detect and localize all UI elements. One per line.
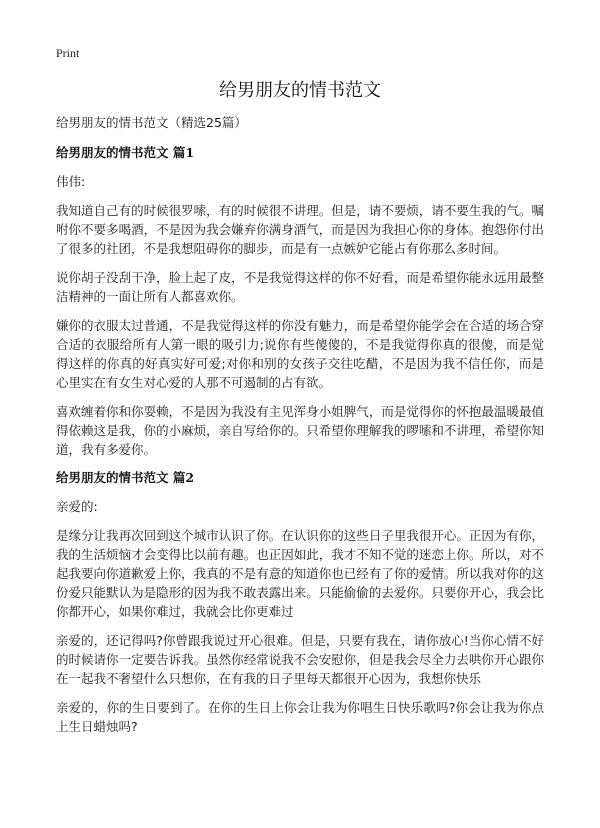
paragraph: 亲爱的，你的生日要到了。在你的生日上你会让我为你唱生日快乐歌吗?你会让我为你点上生日蜡烛吗?	[56, 700, 544, 734]
section-greeting-1: 伟伟:	[56, 174, 86, 189]
print-label: Print	[56, 46, 80, 60]
paragraph: 亲爱的，还记得吗?你曾跟我说过开心很难。但是，只要有我在，请你放心!当你心情不好的时候请你一定要告诉我。虽然你经常说我不会安慰你，但是我会尽全力去哄你开心跟你在一起我不奢望什么只想你，在有我的日子里每天都很开心因为，我想你快乐	[56, 633, 544, 686]
paragraph: 我知道自己有的时候很罗嗦，有的时候很不讲理。但是，请不要烦，请不要生我的气。嘱咐你不要多喝酒，不是因为我会嫌弃你满身酒气，而是因为我担心你的身体。抱怨你付出了很多的社团，不是我想阻碍你的脚步，而是有一点嫉妒它能占有你那么多时间。	[56, 203, 544, 256]
section-heading-1: 给男朋友的情书范文 篇1	[56, 145, 195, 160]
section-greeting-2: 亲爱的:	[56, 499, 98, 514]
paragraph: 说你胡子没刮干净，脸上起了皮，不是我觉得这样的你不好看，而是希望你能永远用最整洁精神的一面让所有人都喜欢你。	[56, 270, 544, 304]
paragraph: 嫌你的衣服太过普通，不是我觉得这样的你没有魅力，而是希望你能学会在合适的场合穿合适的衣服给所有人第一眼的吸引力;说你有些傻傻的，不是我觉得你真的很傻，而是觉得这样的你真的好真实好可爱;对你和别的女孩子交往吃醋，不是因为我不信任你，而是心里实在有女生对心爱的人那不可遏制的占有欲。	[56, 318, 544, 390]
paragraph: 是缘分让我再次回到这个城市认识了你。在认识你的这些日子里我很开心。正因为有你，我的生活烦恼才会变得比以前有趣。也正因如此，我才不知不觉的迷恋上你。所以，对不起我要向你道歉爱上你，我真的不是有意的知道你也已经有了你的爱情。所以我对你的这份爱只能默认为是隐形的因为我不敢表露出来。只能偷偷的去爱你。只要你开心，我会比你都开心，如果你难过，我就会比你更难过	[56, 528, 544, 619]
document-subtitle: 给男朋友的情书范文（精选25篇）	[56, 115, 247, 130]
paragraph: 喜欢缠着你和你耍赖，不是因为我没有主见浑身小姐脾气，而是觉得你的怀抱最温暖最值得依赖这是我，你的小麻烦，亲自写给你的。只希望你理解我的啰嗦和不讲理，希望你知道，我有多爱你。	[56, 404, 544, 457]
document-title: 给男朋友的情书范文	[219, 80, 381, 101]
section-heading-2: 给男朋友的情书范文 篇2	[56, 470, 195, 485]
